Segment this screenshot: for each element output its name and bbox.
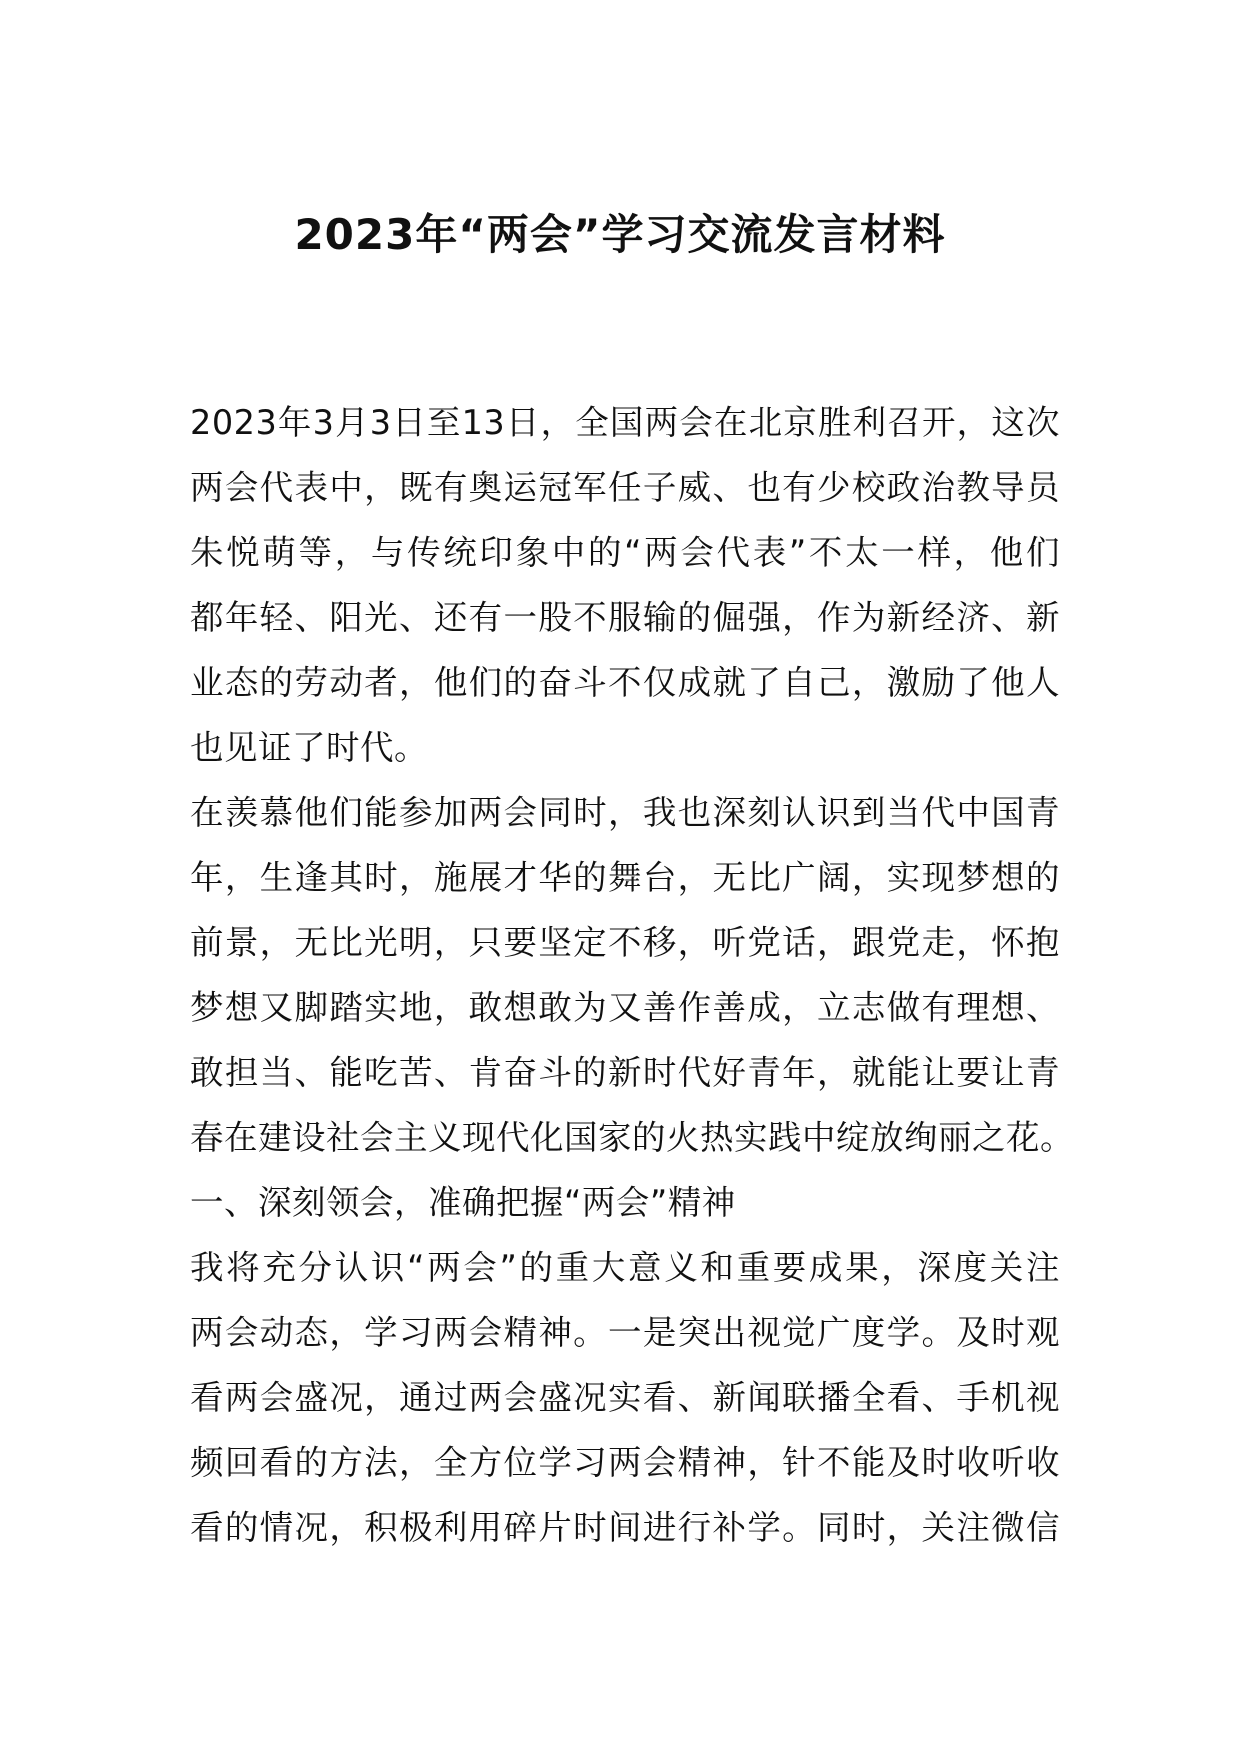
body-line: 两会动态，学习两会精神。一是突出视觉广度学。及时观 bbox=[190, 1313, 1060, 1352]
document-body bbox=[190, 390, 1074, 1560]
body-line: 梦想又脚踏实地，敢想敢为又善作善成，立志做有理想、 bbox=[190, 988, 1060, 1027]
body-line: 也见证了时代。 bbox=[190, 728, 428, 767]
body-line: 在羡慕他们能参加两会同时，我也深刻认识到当代中国青 bbox=[190, 793, 1060, 832]
body-line: 敢担当、能吃苦、肯奋斗的新时代好青年，就能让要让青 bbox=[190, 1053, 1060, 1092]
body-line: 2023年3月3日至13日，全国两会在北京胜利召开，这次 bbox=[190, 403, 1060, 442]
body-line: 看两会盛况，通过两会盛况实看、新闻联播全看、手机视 bbox=[190, 1378, 1060, 1417]
body-line: 朱悦萌等，与传统印象中的“两会代表”不太一样，他们 bbox=[190, 533, 1060, 572]
body-line: 频回看的方法，全方位学习两会精神，针不能及时收听收 bbox=[190, 1443, 1060, 1482]
body-line: 一、深刻领会，准确把握“两会”精神 bbox=[190, 1183, 736, 1222]
document-title: 2023年“两会”学习交流发言材料 bbox=[294, 210, 946, 259]
body-line: 都年轻、阳光、还有一股不服输的倔强，作为新经济、新 bbox=[190, 598, 1060, 637]
body-line: 看的情况，积极利用碎片时间进行补学。同时，关注微信 bbox=[190, 1508, 1060, 1547]
body-line: 春在建设社会主义现代化国家的火热实践中绽放绚丽之花。 bbox=[190, 1118, 1074, 1157]
body-line: 前景，无比光明，只要坚定不移，听党话，跟党走，怀抱 bbox=[190, 923, 1060, 962]
body-line: 我将充分认识“两会”的重大意义和重要成果，深度关注 bbox=[190, 1248, 1060, 1287]
body-line: 业态的劳动者，他们的奋斗不仅成就了自己，激励了他人 bbox=[190, 663, 1060, 702]
body-line: 年，生逢其时，施展才华的舞台，无比广阔，实现梦想的 bbox=[190, 858, 1060, 897]
body-line: 两会代表中，既有奥运冠军任子威、也有少校政治教导员 bbox=[190, 468, 1060, 507]
